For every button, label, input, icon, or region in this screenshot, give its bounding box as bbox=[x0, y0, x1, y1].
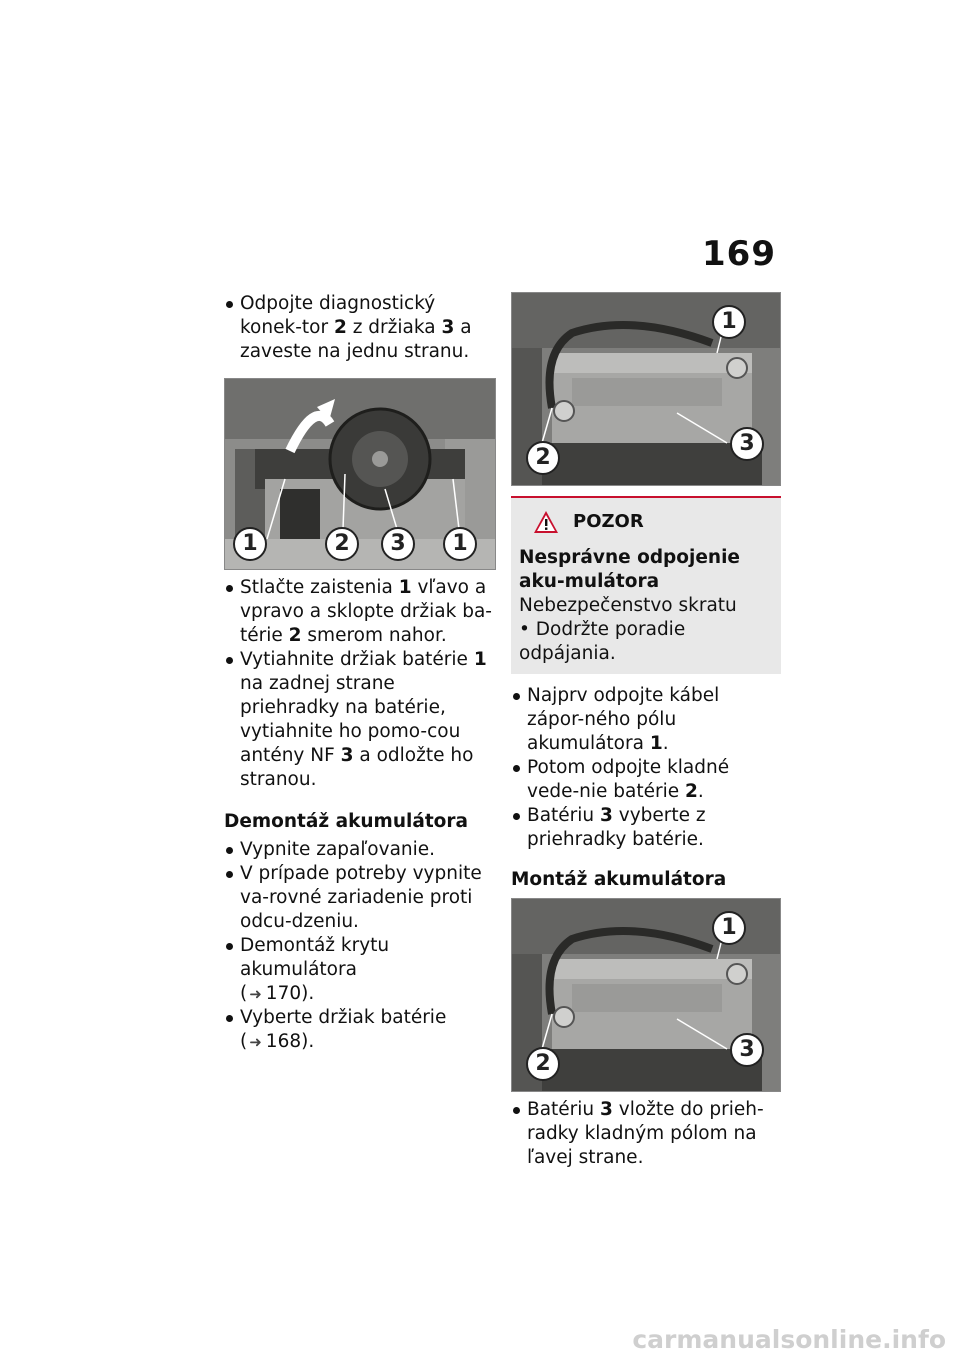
callout-1: 1 bbox=[712, 305, 746, 339]
section-heading-install: Montáž akumulátora bbox=[511, 869, 727, 890]
watermark: carmanualsonline.info bbox=[632, 1325, 946, 1354]
list-item: Demontáž krytu akumulátora ( ➜ 170). bbox=[224, 934, 496, 1006]
callout-3: 3 bbox=[730, 1033, 764, 1067]
list-item: Batériu 3 vložte do prieh-radky kladným pólom na ľavej strane. bbox=[511, 1098, 781, 1170]
warning-triangle-icon bbox=[533, 510, 559, 534]
callout-3: 3 bbox=[730, 427, 764, 461]
intro-list bbox=[224, 292, 496, 364]
list-item: Odpojte diagnostický konek-tor 2 z držiaka 3 a zaveste na jednu stranu. bbox=[224, 292, 496, 364]
list-item: Vyberte držiak batérie ( ➜ 168). bbox=[224, 1006, 496, 1054]
warning-item: • Dodržte poradie odpájania. bbox=[519, 618, 773, 666]
disconnect-list bbox=[511, 684, 781, 852]
warning-title: POZOR bbox=[573, 511, 644, 532]
callout-2: 2 bbox=[325, 527, 359, 561]
page-ref-arrow-icon: ➜ bbox=[249, 985, 262, 1003]
list-item: Batériu 3 vyberte z priehradky batérie. bbox=[511, 804, 781, 852]
page-ref-link[interactable]: 170 bbox=[265, 983, 302, 1004]
figure-battery-terminals bbox=[511, 292, 781, 486]
list-item: Najprv odpojte kábel zápor-ného pólu akumulátora 1. bbox=[511, 684, 781, 756]
list-item: Stlačte zaistenia 1 vľavo a vpravo a sklopte držiak ba-térie 2 smerom nahor. bbox=[224, 576, 496, 648]
callout-1b: 1 bbox=[443, 527, 477, 561]
left-column bbox=[224, 292, 496, 1054]
page-ref-link[interactable]: 168 bbox=[265, 1031, 302, 1052]
list-item: Potom odpojte kladné vede-nie batérie 2. bbox=[511, 756, 781, 804]
section-heading-removal: Demontáž akumulátora bbox=[224, 811, 468, 832]
callout-2: 2 bbox=[526, 1047, 560, 1081]
list-item: V prípade potreby vypnite va-rovné zariadenie proti odcu-dzeniu. bbox=[224, 862, 496, 934]
right-column bbox=[511, 292, 781, 1170]
install-list bbox=[511, 1098, 781, 1170]
removal-list bbox=[224, 838, 496, 1054]
callout-1: 1 bbox=[233, 527, 267, 561]
list-item: Vypnite zapaľovanie. bbox=[224, 838, 496, 862]
callout-3: 3 bbox=[381, 527, 415, 561]
warning-header bbox=[519, 510, 773, 534]
holder-steps-list bbox=[224, 576, 496, 792]
callout-2: 2 bbox=[526, 441, 560, 475]
page-ref-arrow-icon: ➜ bbox=[249, 1033, 262, 1051]
warning-subtitle: Nesprávne odpojenie aku-mulátora bbox=[519, 547, 740, 592]
warning-line: Nebezpečenstvo skratu bbox=[519, 595, 737, 616]
page-number: 169 bbox=[702, 234, 776, 274]
figure-battery-install bbox=[511, 898, 781, 1092]
callout-1: 1 bbox=[712, 911, 746, 945]
list-item: Vytiahnite držiak batérie 1 na zadnej strane priehradky na batérie, vytiahnite ho pomo-cou antény NF 3 a odložte ho stranou. bbox=[224, 648, 496, 792]
figure-battery-holder bbox=[224, 378, 496, 570]
warning-box bbox=[511, 496, 781, 674]
